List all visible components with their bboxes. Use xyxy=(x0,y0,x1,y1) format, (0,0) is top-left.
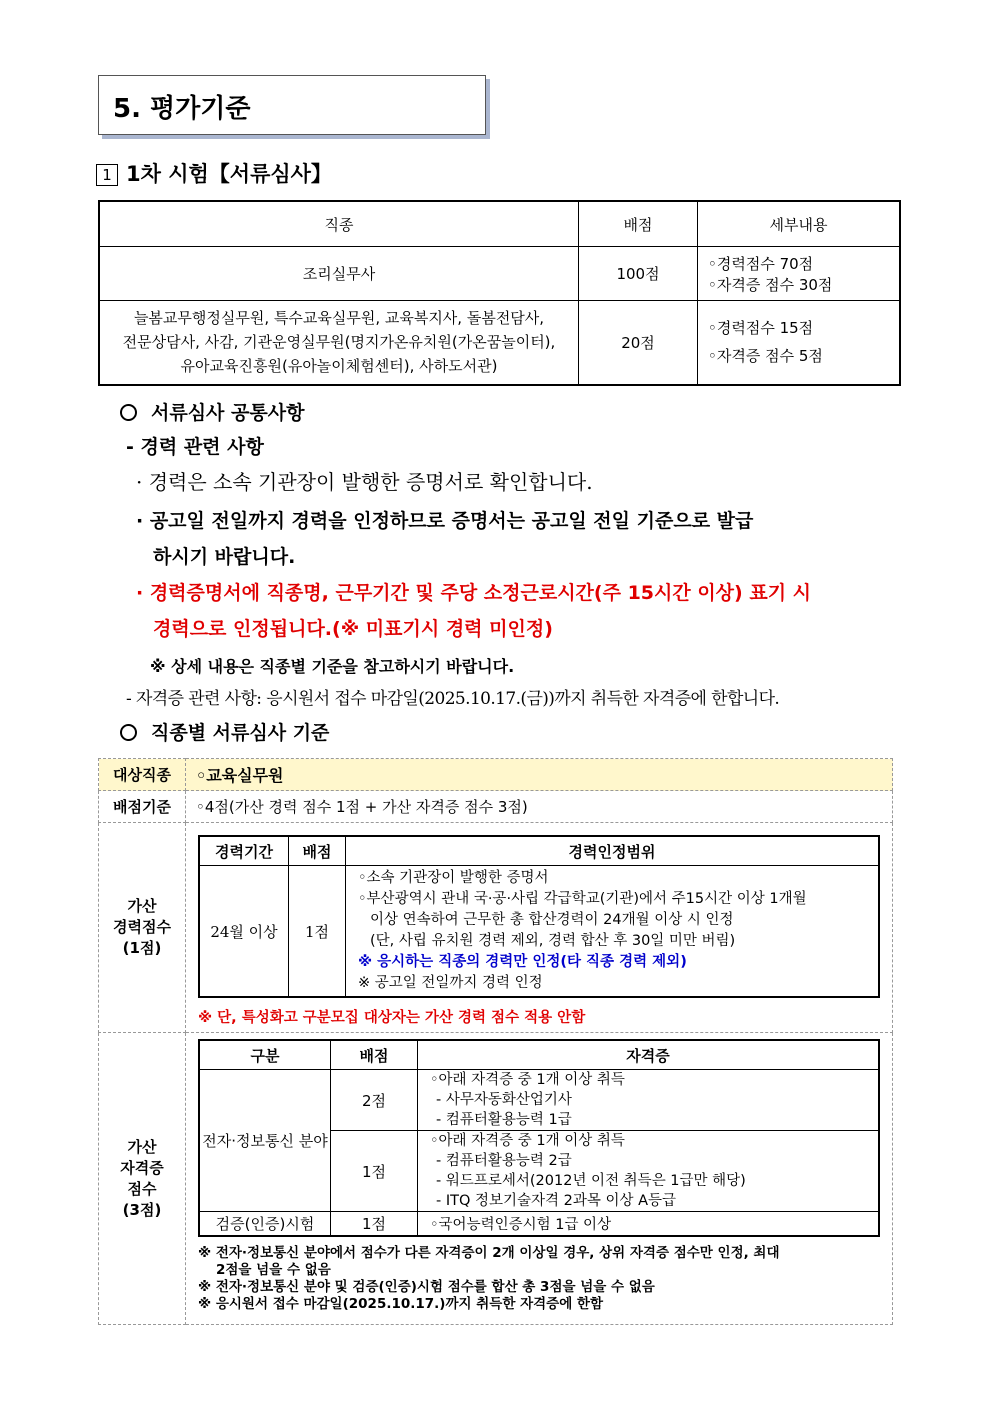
cert-items xyxy=(418,1070,880,1131)
career-range xyxy=(346,866,880,998)
common-heading-text: 서류심사 공통사항 xyxy=(151,402,305,424)
cert-items xyxy=(418,1131,880,1212)
career-item-2a: · 공고일 전일까지 경력을 인정하므로 증명서는 공고일 전일 기준으로 발급 xyxy=(136,510,754,532)
detail-line: ◦자격증 점수 5점 xyxy=(708,347,823,366)
cert-field: 전자·정보통신 분야 xyxy=(199,1070,331,1212)
job-line: 유아교육진흥원(유아놀이체험센터), 사하도서관) xyxy=(180,357,498,376)
cert-note-line: ※ 전자·정보통신 분야에서 점수가 다른 자격증이 2개 이상일 경우, 상위 자격증 점수만 인정, 최대 xyxy=(198,1245,780,1261)
detail-line: ◦경력점수 15점 xyxy=(708,319,814,338)
cert-header-cert: 자격증 xyxy=(418,1040,880,1070)
header-score: 배점 xyxy=(579,201,698,247)
by-job-heading-text: 직종별 서류심사 기준 xyxy=(151,722,330,744)
exam-score: 1점 xyxy=(331,1212,418,1237)
cert-item: ◦아래 자격증 중 1개 이상 취득 xyxy=(430,1072,625,1088)
career-table xyxy=(198,835,880,998)
cert-score: 1점 xyxy=(331,1131,418,1212)
cert-header-score: 배점 xyxy=(331,1040,418,1070)
by-job-table xyxy=(98,758,893,1325)
detail-note: ※ 상세 내용은 직종별 기준을 참고하시기 바랍니다. xyxy=(150,657,515,676)
cert-label-line: (3점) xyxy=(122,1200,162,1219)
header-job: 직종 xyxy=(99,201,579,247)
career-label-line: (1점) xyxy=(122,939,162,957)
score-cell: 20점 xyxy=(579,301,698,385)
table-row xyxy=(99,301,900,385)
cert-note-line: ※ 응시원서 접수 마감일(2025.10.17.)까지 취득한 자격증에 한함 xyxy=(198,1296,604,1312)
header-details: 세부내용 xyxy=(698,201,901,247)
details-cell xyxy=(698,247,901,301)
circle-bullet-icon xyxy=(120,724,137,741)
exam-item: ◦국어능력인증시험 1급 이상 xyxy=(418,1212,880,1237)
cert-label-line: 가산 xyxy=(127,1137,157,1156)
range-line: ◦부산광역시 관내 국·공·사립 각급학교(기관)에서 주15시간 이상 1개월 xyxy=(358,891,807,907)
range-line: ※ 공고일 전일까지 경력 인정 xyxy=(358,975,543,991)
score-table xyxy=(98,200,901,386)
cert-item: - 컴퓨터활용능력 1급 xyxy=(436,1112,572,1128)
circle-bullet-icon xyxy=(120,404,137,421)
career-heading: - 경력 관련 사항 xyxy=(126,436,264,458)
cert-note-line: ※ 전자·정보통신 분야 및 검증(인증)시험 점수를 합산 총 3점을 넘을 수 없음 xyxy=(198,1279,655,1295)
section-title-box xyxy=(98,75,486,135)
cert-note-line: 2점을 넘을 수 없음 xyxy=(216,1262,331,1278)
score-cell: 100점 xyxy=(579,247,698,301)
cert-item: - 워드프로세서(2012년 이전 취득은 1급만 해당) xyxy=(436,1173,746,1189)
section-title: 5. 평가기준 xyxy=(113,94,251,124)
career-label xyxy=(99,823,186,1033)
cert-notes xyxy=(198,1245,880,1313)
cert-note: - 자격증 관련 사항: 응시원서 접수 마감일(2025.10.17.(금))까지 취득한 자격증에 한합니다. xyxy=(126,689,780,709)
sub-title xyxy=(96,158,332,188)
sub-title-text: 1차 시험【서류심사】 xyxy=(126,162,332,186)
sub-number: 1 xyxy=(96,164,118,186)
job-line: 늘봄교무행정실무원, 특수교육실무원, 교육복지사, 돌봄전담사, xyxy=(133,309,545,328)
detail-line: ◦자격증 점수 30점 xyxy=(708,275,833,294)
target-label: 대상직종 xyxy=(99,759,186,791)
score-label: 배점기준 xyxy=(99,791,186,823)
career-cell xyxy=(186,823,893,1033)
career-label-line: 경력점수 xyxy=(113,918,171,936)
cert-score: 2점 xyxy=(331,1070,418,1131)
career-label-line: 가산 xyxy=(127,897,157,915)
career-header-score: 배점 xyxy=(289,836,346,866)
career-period: 24월 이상 xyxy=(199,866,289,998)
score-value: ◦4점(가산 경력 점수 1점 + 가산 자격증 점수 3점) xyxy=(186,791,893,823)
career-item-3b: 경력으로 인정됩니다.(※ 미표기시 경력 미인정) xyxy=(153,618,553,640)
range-line: (단, 사립 유치원 경력 제외, 경력 합산 후 30일 미만 버림) xyxy=(370,933,736,949)
common-heading xyxy=(120,398,304,425)
career-header-range: 경력인정범위 xyxy=(346,836,880,866)
career-warning: ※ 단, 특성화고 구분모집 대상자는 가산 경력 점수 적용 안함 xyxy=(198,1010,586,1026)
cert-item: ◦아래 자격증 중 1개 이상 취득 xyxy=(430,1133,625,1149)
cert-item: - 사무자동화산업기사 xyxy=(436,1092,572,1108)
career-item-3a: · 경력증명서에 직종명, 근무기간 및 주당 소정근로시간(주 15시간 이상) 표기 시 xyxy=(136,582,812,604)
job-line: 전문상담사, 사감, 기관운영실무원(명지가온유치원(가온꿈놀이터), xyxy=(122,333,556,352)
cert-label xyxy=(99,1033,186,1325)
job-cell: 조리실무사 xyxy=(99,247,579,301)
cert-cell xyxy=(186,1033,893,1325)
range-line: ※ 응시하는 직종의 경력만 인정(타 직종 경력 제외) xyxy=(358,954,687,970)
exam-field: 검증(인증)시험 xyxy=(199,1212,331,1237)
cert-item: - ITQ 정보기술자격 2과목 이상 A등급 xyxy=(436,1193,677,1209)
by-job-heading xyxy=(120,718,329,745)
table-row xyxy=(99,247,900,301)
job-cell xyxy=(99,301,579,385)
details-cell xyxy=(698,301,901,385)
career-header-period: 경력기간 xyxy=(199,836,289,866)
cert-item: - 컴퓨터활용능력 2급 xyxy=(436,1153,572,1169)
career-score: 1점 xyxy=(289,866,346,998)
career-item-2b: 하시기 바랍니다. xyxy=(153,546,296,568)
cert-label-line: 점수 xyxy=(127,1179,157,1198)
range-line: ◦소속 기관장이 발행한 증명서 xyxy=(358,870,549,886)
target-value: ◦교육실무원 xyxy=(186,759,893,791)
cert-table xyxy=(198,1039,880,1237)
cert-label-line: 자격증 xyxy=(120,1158,164,1177)
detail-line: ◦경력점수 70점 xyxy=(708,254,814,273)
cert-header-field: 구분 xyxy=(199,1040,331,1070)
career-item-1: · 경력은 소속 기관장이 발행한 증명서로 확인합니다. xyxy=(136,470,593,494)
range-line: 이상 연속하여 근무한 총 합산경력이 24개월 이상 시 인정 xyxy=(370,912,734,928)
